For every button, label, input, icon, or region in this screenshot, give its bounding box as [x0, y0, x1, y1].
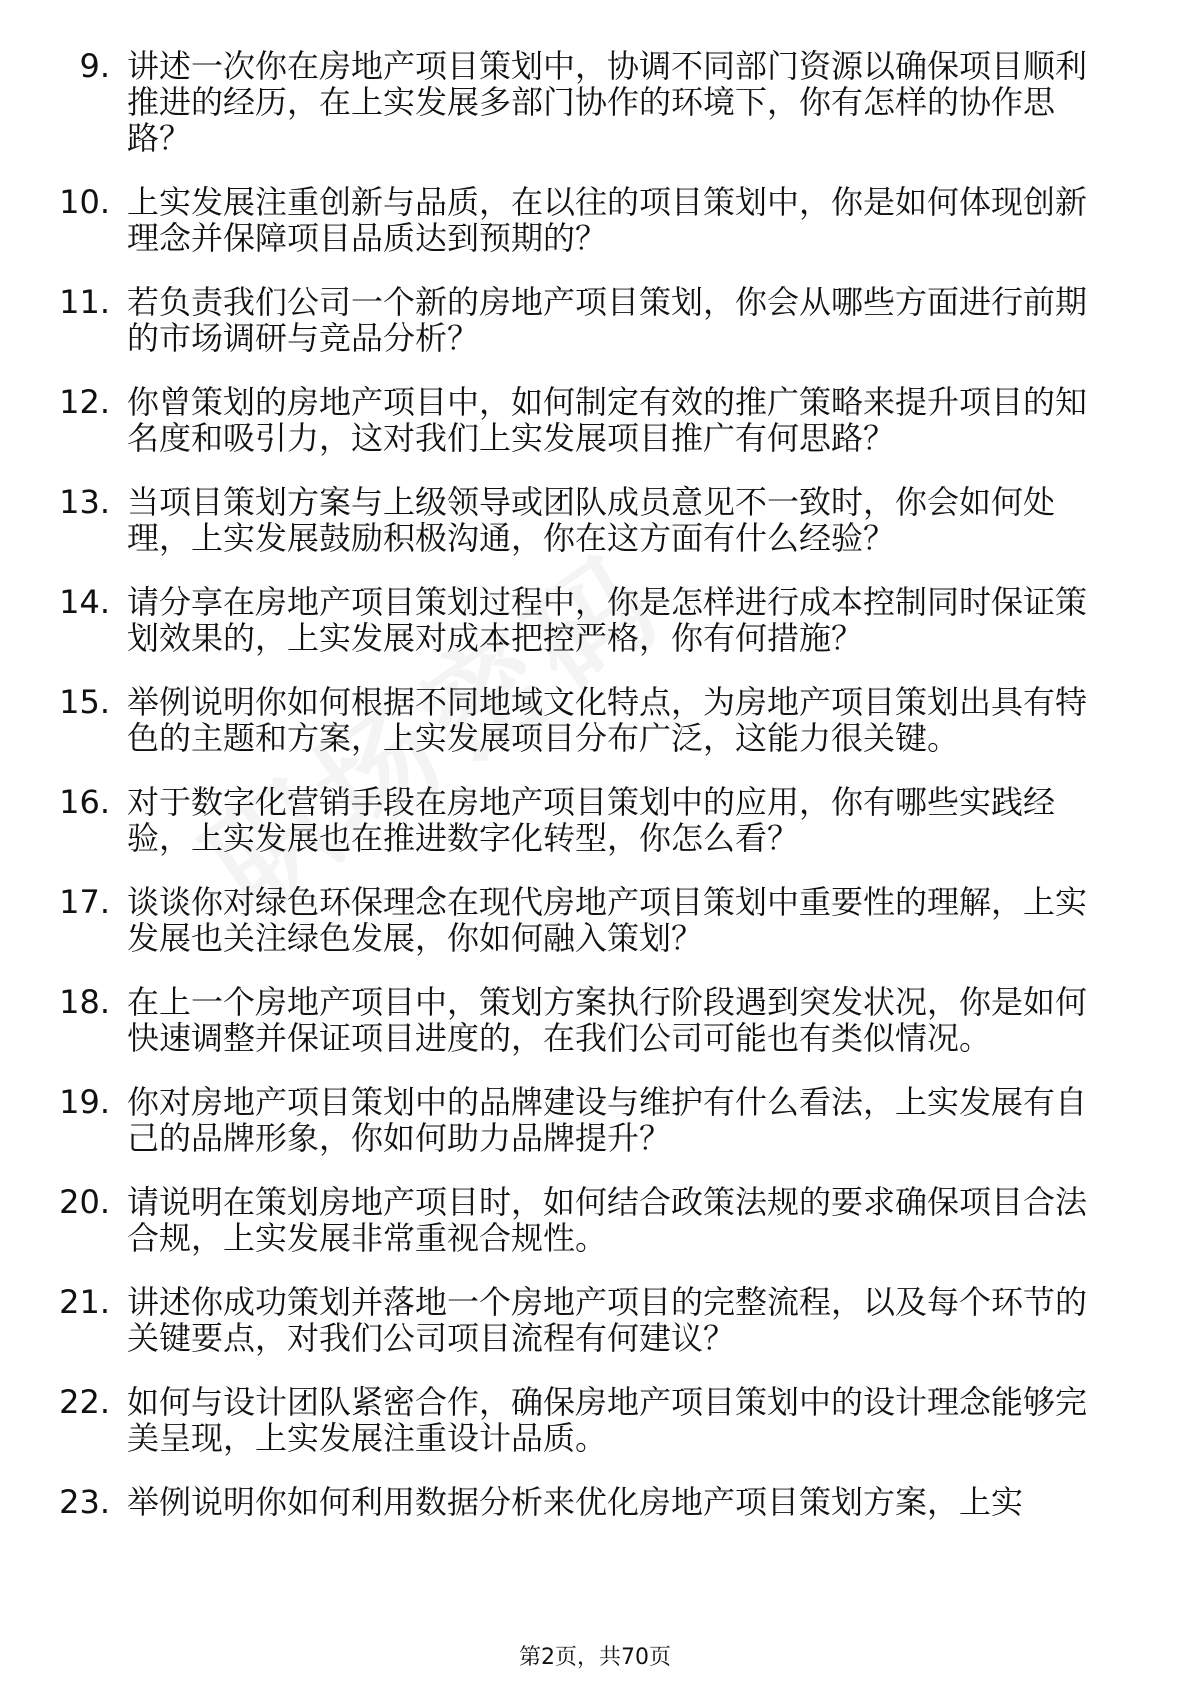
- question-number: 22.: [59, 1383, 110, 1421]
- question-item: [0, 684, 1190, 756]
- question-text: 举例说明你如何根据不同地域文化特点，为房地产项目策划出具有特色的主题和方案，上实发展项目分布广泛，这能力很关键。: [127, 683, 1088, 757]
- question-text: 讲述你成功策划并落地一个房地产项目的完整流程，以及每个环节的关键要点，对我们公司项目流程有何建议？: [127, 1283, 1088, 1357]
- question-number: 23.: [59, 1483, 110, 1521]
- question-text: 谈谈你对绿色环保理念在现代房地产项目策划中重要性的理解，上实发展也关注绿色发展，你如何融入策划？: [127, 883, 1088, 957]
- question-item: [0, 1184, 1190, 1256]
- question-text: 请说明在策划房地产项目时，如何结合政策法规的要求确保项目合法合规，上实发展非常重视合规性。: [127, 1183, 1088, 1257]
- question-text: 对于数字化营销手段在房地产项目策划中的应用，你有哪些实践经验，上实发展也在推进数字化转型，你怎么看？: [127, 783, 1056, 857]
- question-text: 举例说明你如何利用数据分析来优化房地产项目策划方案，上实: [127, 1483, 1024, 1521]
- question-text: 如何与设计团队紧密合作，确保房地产项目策划中的设计理念能够完美呈现，上实发展注重设计品质。: [127, 1383, 1088, 1457]
- question-item: [0, 1384, 1190, 1456]
- question-text: 你对房地产项目策划中的品牌建设与维护有什么看法，上实发展有自己的品牌形象，你如何助力品牌提升？: [127, 1083, 1088, 1157]
- question-list: [0, 48, 1190, 1548]
- question-number: 21.: [59, 1283, 110, 1321]
- question-text: 你曾策划的房地产项目中，如何制定有效的推广策略来提升项目的知名度和吸引力，这对我们上实发展项目推广有何思路？: [127, 383, 1088, 457]
- question-item: [0, 1484, 1190, 1520]
- question-item: [0, 784, 1190, 856]
- question-item: [0, 584, 1190, 656]
- question-item: [0, 184, 1190, 256]
- question-item: [0, 884, 1190, 956]
- question-number: 10.: [59, 183, 110, 221]
- question-number: 16.: [59, 783, 110, 821]
- question-item: [0, 984, 1190, 1056]
- question-number: 19.: [59, 1083, 110, 1121]
- question-item: [0, 284, 1190, 356]
- question-text: 若负责我们公司一个新的房地产项目策划，你会从哪些方面进行前期的市场调研与竞品分析？: [127, 283, 1088, 357]
- question-number: 9.: [79, 47, 110, 85]
- question-text: 讲述一次你在房地产项目策划中，协调不同部门资源以确保项目顺利推进的经历，在上实发展多部门协作的环境下，你有怎样的协作思路？: [127, 47, 1088, 157]
- question-number: 17.: [59, 883, 110, 921]
- question-number: 11.: [59, 283, 110, 321]
- question-item: [0, 1284, 1190, 1356]
- question-number: 13.: [59, 483, 110, 521]
- question-item: [0, 384, 1190, 456]
- question-text: 请分享在房地产项目策划过程中，你是怎样进行成本控制同时保证策划效果的，上实发展对成本把控严格，你有何措施？: [127, 583, 1088, 657]
- question-text: 在上一个房地产项目中，策划方案执行阶段遇到突发状况，你是如何快速调整并保证项目进度的，在我们公司可能也有类似情况。: [127, 983, 1088, 1057]
- page-footer: 第2页，共70页: [519, 1645, 671, 1670]
- question-number: 12.: [59, 383, 110, 421]
- question-text: 上实发展注重创新与品质，在以往的项目策划中，你是如何体现创新理念并保障项目品质达到预期的？: [127, 183, 1088, 257]
- question-number: 15.: [59, 683, 110, 721]
- question-number: 18.: [59, 983, 110, 1021]
- question-item: [0, 1084, 1190, 1156]
- question-text: 当项目策划方案与上级领导或团队成员意见不一致时，你会如何处理，上实发展鼓励积极沟通，你在这方面有什么经验？: [127, 483, 1056, 557]
- question-item: [0, 48, 1190, 156]
- question-number: 20.: [59, 1183, 110, 1221]
- question-item: [0, 484, 1190, 556]
- question-number: 14.: [59, 583, 110, 621]
